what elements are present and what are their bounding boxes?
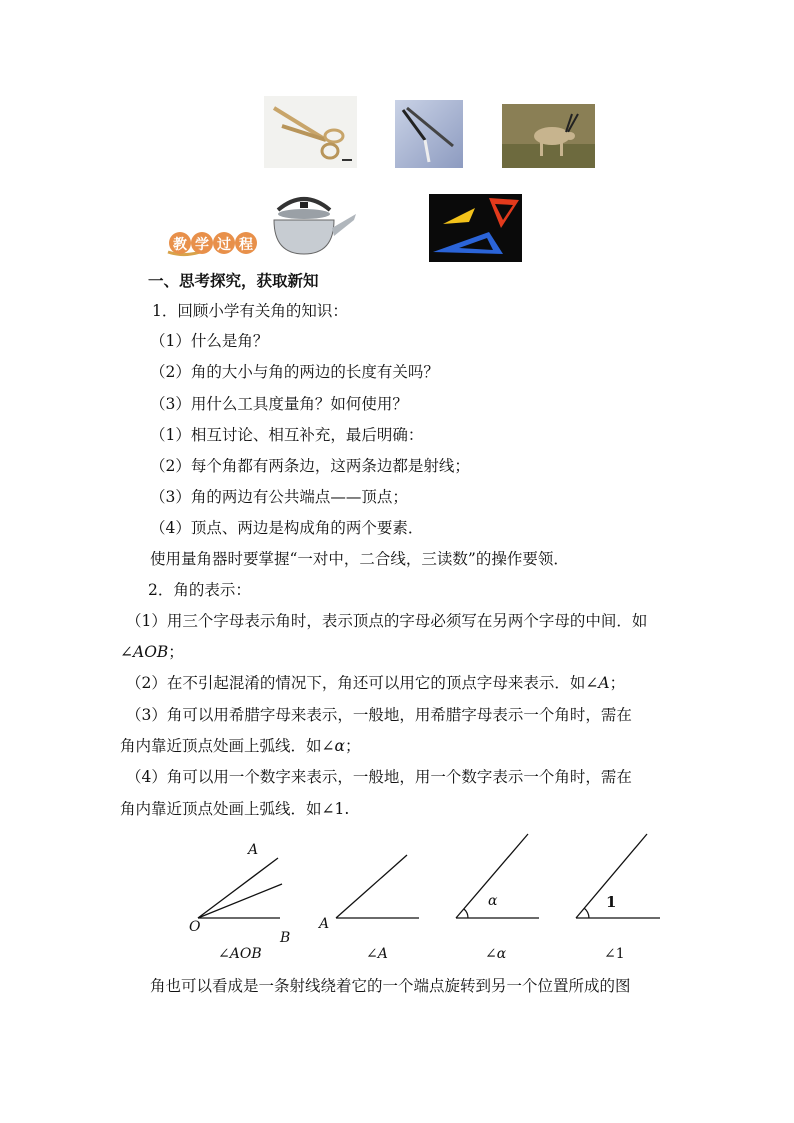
rule-2-line — [126, 673, 625, 693]
rule-1-line-a: （1）用三个字母表示角时，表示顶点的字母必须写在另两个字母的中间．如 — [126, 612, 648, 630]
angle-figure — [0, 830, 794, 970]
set-squares-photo — [429, 194, 522, 262]
protractor-note: 使用量角器时要掌握“一对中，二合线，三读数”的操作要领． — [150, 550, 569, 568]
ray-oc — [198, 884, 282, 918]
punct: ； — [344, 737, 361, 755]
closing-sentence: 角也可以看成是一条射线绕着它的一个端点旋转到另一个位置所成的图 — [150, 977, 631, 995]
section-heading: 一、思考探究，获取新知 — [148, 271, 319, 290]
rule-3-line-a: （3）角可以用希腊字母来表示，一般地，用希腊字母表示一个角时，需在 — [126, 706, 632, 724]
rule-1-line-b — [120, 642, 184, 662]
rule-4-line-b: 角内靠近顶点处画上弧线．如∠1. — [120, 800, 350, 818]
caption-one: ∠1 — [604, 946, 625, 962]
label-one: 1 — [606, 893, 617, 911]
ray-oa — [198, 858, 278, 918]
answer-1: （1）相互讨论、相互补充，最后明确： — [150, 426, 424, 444]
label-B: B — [280, 930, 291, 946]
label-A2: A — [319, 916, 330, 932]
rule-3-text: 角内靠近顶点处画上弧线．如 — [120, 737, 322, 755]
item2-title: 2．角的表示： — [148, 581, 251, 599]
badge-text: 教学过程 — [173, 237, 261, 253]
teaching-process-badge — [166, 226, 262, 260]
angle-symbol: ∠ — [321, 737, 335, 755]
label-A1: A — [248, 842, 259, 858]
answer-2: （2）每个角都有两条边，这两条边都是射线； — [150, 457, 470, 475]
compass-photo — [395, 100, 463, 168]
question-2: （2）角的大小与角的两边的长度有关吗？ — [150, 363, 439, 381]
angle-symbol: ∠ — [120, 643, 133, 661]
question-3: （3）用什么工具度量角？如何使用？ — [150, 395, 408, 413]
scissors-photo — [264, 96, 357, 168]
rule-2-text: （2）在不引起混淆的情况下，角还可以用它的顶点字母来表示．如 — [126, 674, 586, 692]
punct: ； — [609, 674, 626, 692]
angle-name: AOB — [133, 643, 169, 661]
rule-4-line-a: （4）角可以用一个数字来表示，一般地，用一个数字表示一个角时，需在 — [126, 768, 632, 786]
arc-one — [584, 908, 589, 918]
label-alpha: α — [488, 893, 498, 909]
answer-3: （3）角的两边有公共端点——顶点； — [150, 488, 408, 506]
label-O: O — [189, 919, 201, 935]
angle-name: α — [334, 737, 345, 755]
caption-alpha: ∠α — [485, 946, 507, 962]
kettle-photo — [264, 190, 360, 260]
angle-name: A — [598, 674, 610, 692]
antelope-photo — [502, 104, 595, 168]
caption-aob: ∠AOB — [218, 946, 262, 962]
angle-symbol: ∠ — [585, 674, 599, 692]
item1-title: 1．回顾小学有关角的知识： — [152, 302, 348, 320]
arc-alpha — [464, 909, 468, 918]
rule-3-line-b — [120, 736, 361, 756]
caption-a: ∠A — [366, 946, 388, 962]
punct: ； — [168, 643, 184, 661]
ray-a1 — [336, 855, 407, 918]
answer-4: （4）顶点、两边是构成角的两个要素． — [150, 519, 424, 537]
question-1: （1）什么是角？ — [150, 332, 269, 350]
